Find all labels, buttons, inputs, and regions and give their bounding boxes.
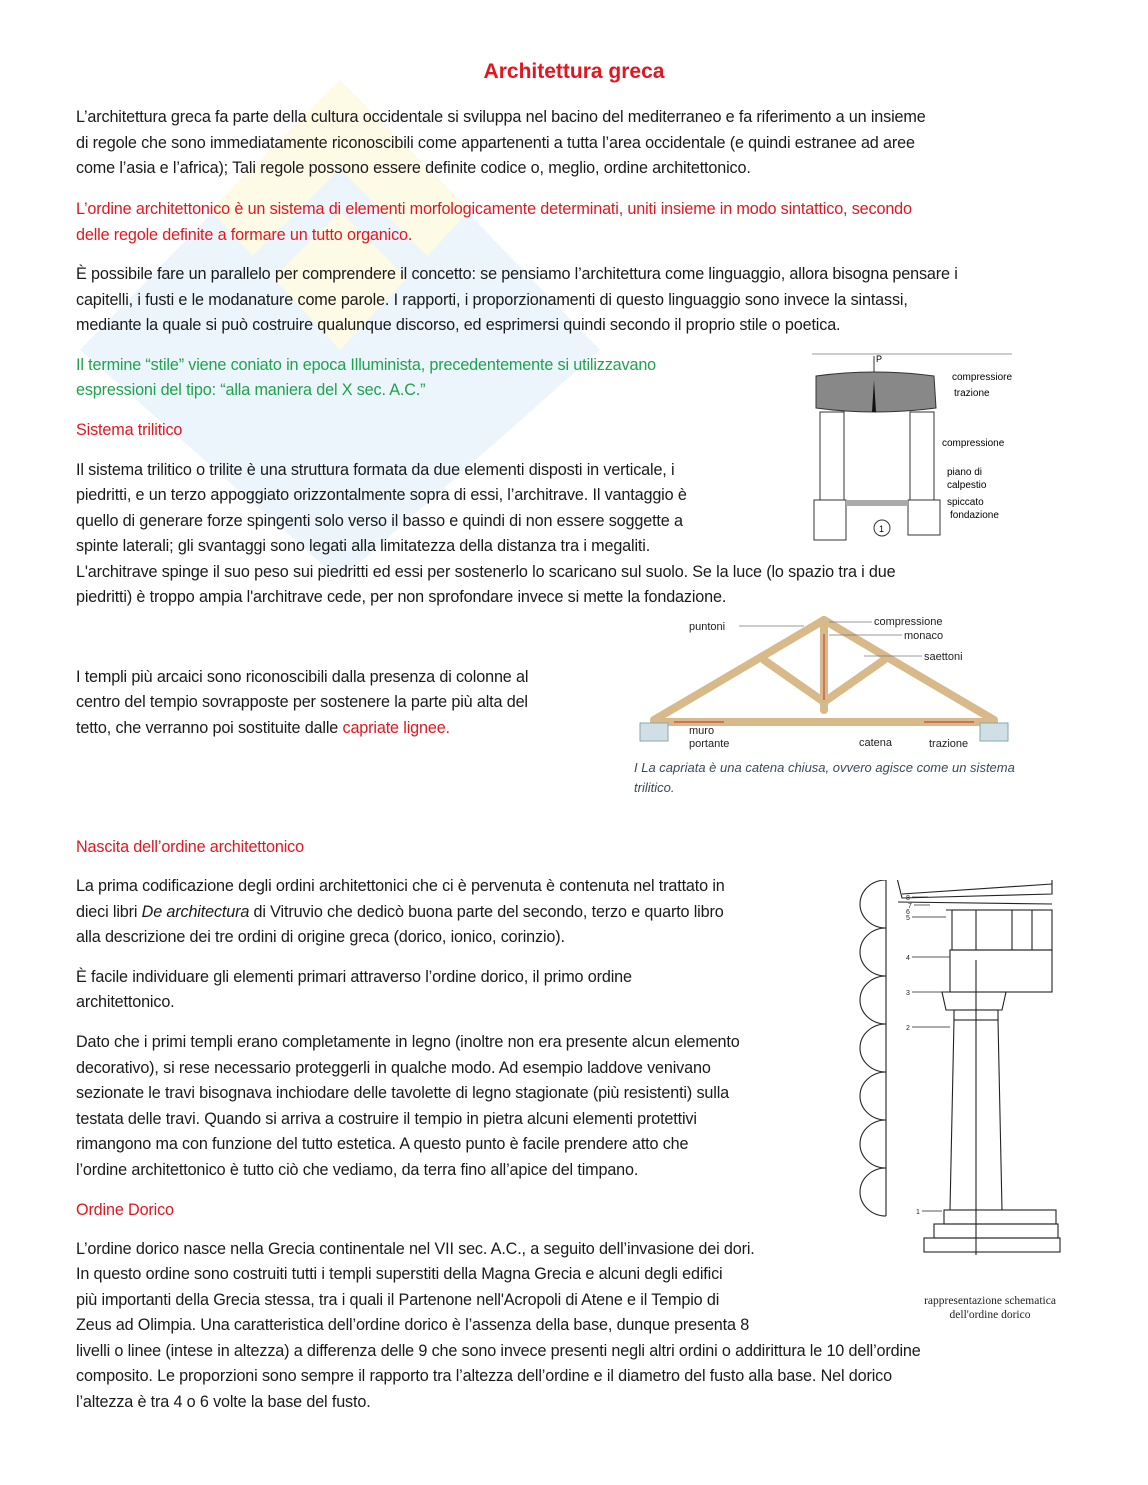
capriata-label-catena: catena: [859, 737, 893, 749]
text-span: tetto, che verranno poi sostituite dalle: [76, 719, 343, 737]
text-line: Dato che i primi templi erano completamente in legno (inoltre non era presente alcun elemento: [76, 1033, 740, 1051]
text-line: spinte laterali; gli svantaggi sono legati alla limitatezza della distanza tra i megaliti.: [76, 537, 651, 555]
heading-nascita-ordine: Nascita dell’ordine architettonico: [76, 838, 304, 856]
text-line: L’ordine dorico nasce nella Grecia continentale nel VII sec. A.C., a seguito dell’invasione dei dori.: [76, 1240, 755, 1258]
text-line: architettonico.: [76, 993, 175, 1011]
text-line: quello di generare forze spingenti solo verso il basso e quindi di non essere soggette a: [76, 512, 683, 530]
trilite-label-spiccato: spiccato: [947, 497, 984, 508]
text-line: [76, 716, 450, 742]
figure-capriata-truss: [634, 610, 1014, 755]
text-line: Il termine “stile” viene coniato in epoca Illuminista, precedentemente si utilizzavano: [76, 356, 657, 374]
caption-mark: I: [634, 760, 638, 775]
caption-text: La capriata è una catena chiusa, ovvero agisce come un sistema trilitico.: [634, 760, 1015, 795]
trilite-label-compressione-top: compressiore: [952, 372, 1013, 383]
caption-line: rappresentazione schematica: [924, 1295, 1056, 1307]
text-span: di Vitruvio che dedicò buona parte del secondo, terzo e quarto libro: [249, 903, 724, 921]
dorico-level-5: 5: [906, 915, 910, 922]
text-line: centro del tempio sovrapposte per sostenere la parte più alta del: [76, 693, 528, 711]
text-line: come l’asia e l’africa); Tali regole possono essere definite codice o, meglio, ordine architettonico.: [76, 159, 751, 177]
capriata-label-muro-1: muro: [689, 725, 715, 737]
text-line: delle regole definite a formare un tutto organico.: [76, 226, 413, 244]
book-title-de-architectura: De architectura: [141, 903, 250, 921]
muro-left: [640, 723, 668, 741]
trilite-label-piano-1: piano di: [947, 467, 983, 478]
figure-trilite-diagram: [812, 350, 1018, 550]
text-line: [76, 900, 724, 926]
text-line: alla descrizione dei tre ordini di origine greca (dorico, ionico, corinzio).: [76, 928, 565, 946]
text-line: decorativo), si rese necessario proteggerli in qualche modo. Ad esempio laddove venivano: [76, 1059, 711, 1077]
dorico-level-7: 7: [908, 903, 912, 910]
figure-ordine-dorico: [846, 880, 1066, 1290]
text-span: dieci libri: [76, 903, 142, 921]
dorico-level-4: 4: [906, 955, 910, 962]
text-line: rimangono ma con funzione del tutto estetica. A questo punto è facile prendere atto che: [76, 1135, 689, 1153]
text-line: È possibile fare un parallelo per comprendere il concetto: se pensiamo l’architettura come linguaggio, allora bisogna pensare i: [76, 265, 958, 283]
capriata-label-saettoni: saettoni: [924, 651, 963, 663]
pillar-left: [820, 412, 844, 500]
text-line: di regole che sono immediatamente riconoscibili come appartenenti a tutta l’area occidentale (e quindi estranee ad aree: [76, 134, 915, 152]
dorico-caption: [900, 1294, 1080, 1322]
text-line: l’altezza è tra 4 o 6 volte la base del fusto.: [76, 1393, 371, 1411]
text-line: Il sistema trilitico o trilite è una struttura formata da due elementi disposti in verticale, i: [76, 461, 675, 479]
trilite-label-number: 1: [879, 524, 885, 534]
dorico-level-8: 8: [906, 895, 910, 902]
text-line: L’architettura greca fa parte della cultura occidentale si sviluppa nel bacino del mediterraneo e fa riferimento a un insieme: [76, 108, 926, 126]
text-line: l’ordine architettonico è tutto ciò che vediamo, da terra fino all’apice del timpano.: [76, 1161, 639, 1179]
text-line: La prima codificazione degli ordini architettonici che ci è pervenuta è contenuta nel trattato in: [76, 877, 725, 895]
text-line: L'architrave spinge il suo peso sui piedritti ed essi per sostenerlo lo scaricano sul suolo. Se la luce (lo spazio tra i due: [76, 563, 896, 581]
muro-right: [980, 723, 1008, 741]
heading-sistema-trilitico: Sistema trilitico: [76, 421, 183, 439]
trilite-label-load: P: [876, 354, 883, 364]
caption-line: dell'ordine dorico: [949, 1309, 1031, 1321]
text-line: Zeus ad Olimpia. Una caratteristica dell’ordine dorico è l’assenza della base, dunque presenta 8: [76, 1316, 750, 1334]
text-line: In questo ordine sono costruiti tutti i templi superstiti della Magna Grecia e alcuni degli edifici: [76, 1265, 723, 1283]
capriata-caption: [634, 758, 1024, 798]
trilite-label-trazione: trazione: [954, 388, 990, 399]
highlight-capriate-lignee: capriate lignee.: [342, 719, 450, 737]
text-line: È facile individuare gli elementi primari attraverso l’ordine dorico, il primo ordine: [76, 968, 632, 986]
text-line: sezionate le travi bisognava inchiodare delle tavolette di legno stagionate (più resistenti) sulla: [76, 1084, 729, 1102]
architrave-shape: [816, 372, 936, 412]
text-line: testata delle travi. Quando si arriva a costruire il tempio in pietra alcuni elementi protettivi: [76, 1110, 697, 1128]
capriata-label-muro-2: portante: [689, 738, 730, 750]
dorico-level-3: 3: [906, 990, 910, 997]
text-line: più importanti della Grecia stessa, tra i quali il Partenone nell'Acropoli di Atene e il Tempio di: [76, 1291, 720, 1309]
trilite-label-compressione: compressione: [942, 438, 1005, 449]
dorico-level-6: 6: [906, 909, 910, 916]
text-line: mediante la quale si può costruire qualunque discorso, ed esprimersi quindi secondo il proprio stile o poetica.: [76, 316, 841, 334]
text-line: piedritti) è troppo ampia l'architrave cede, per non sprofondare invece si mette la fondazione.: [76, 588, 727, 606]
trilite-label-fondazione: fondazione: [950, 510, 999, 521]
text-line: composito. Le proporzioni sono sempre il rapporto tra l’altezza dell’ordine e il diametro del fusto alla base. Nel dorico: [76, 1367, 892, 1385]
pillar-right: [910, 412, 934, 500]
text-line: I templi più arcaici sono riconoscibili dalla presenza di colonne al: [76, 668, 529, 686]
document-title: Architettura greca: [483, 60, 665, 83]
capriata-label-trazione: trazione: [929, 738, 969, 750]
text-line: piedritti, e un terzo appoggiato orizzontalmente sopra di essi, l’architrave. Il vantaggio è: [76, 486, 687, 504]
text-line: L’ordine architettonico è un sistema di elementi morfologicamente determinati, uniti insieme in modo sintattico, secondo: [76, 200, 912, 218]
text-line: capitelli, i fusti e le modanature come parole. I rapporti, i proporzionamenti di questo linguaggio sono invece la sintassi,: [76, 291, 908, 309]
heading-ordine-dorico: Ordine Dorico: [76, 1201, 174, 1219]
capriata-label-monaco: monaco: [904, 630, 944, 642]
text-line: espressioni del tipo: “alla maniera del X sec. A.C.”: [76, 381, 426, 399]
text-line: livelli o linee (intese in altezza) a differenza delle 9 che sono invece presenti negli altri ordini o addirittura le 10 dell’ordine: [76, 1342, 921, 1360]
dorico-level-1: 1: [916, 1209, 920, 1216]
dorico-level-2: 2: [906, 1025, 910, 1032]
capriata-label-compressione: compressione: [874, 616, 943, 628]
trilite-label-piano-2: calpestio: [947, 480, 987, 491]
capriata-label-puntoni: puntoni: [689, 621, 726, 633]
